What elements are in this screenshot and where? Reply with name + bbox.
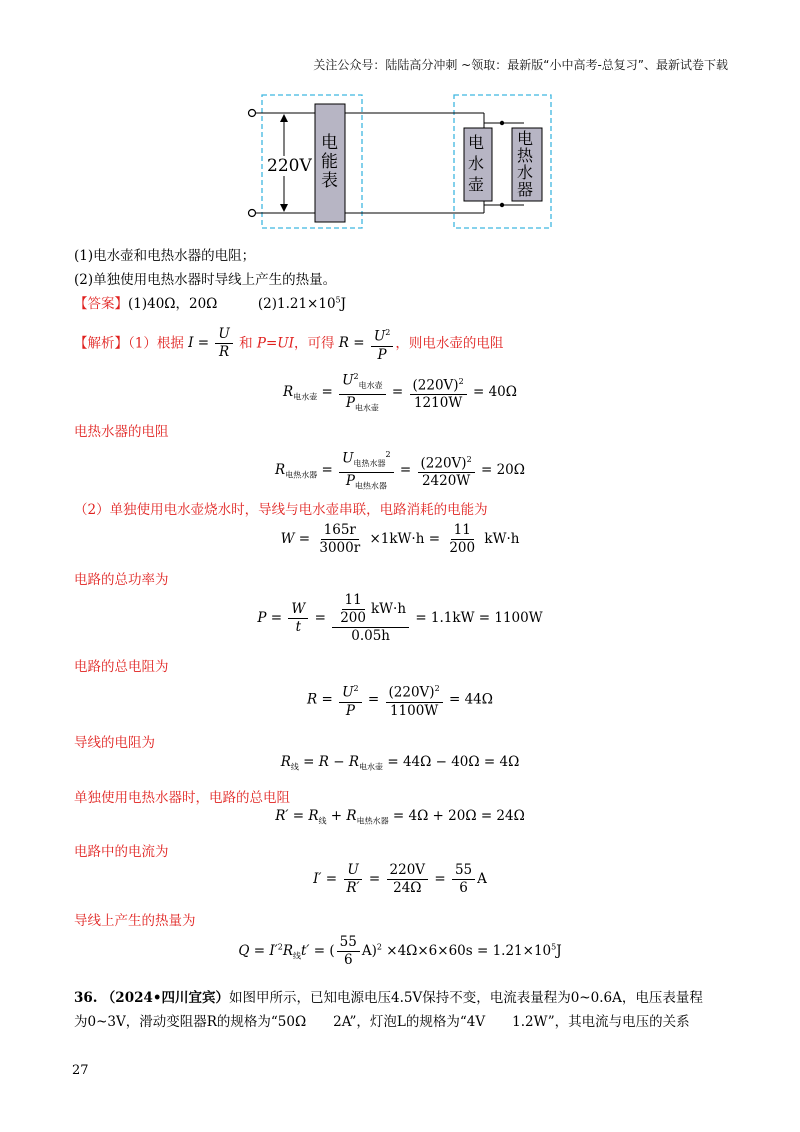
question-1: (1)电水壶和电热水器的电阻； [74,248,256,264]
meter-label: 电能表 [321,133,338,191]
question-2: (2)单独使用电热水器时导线上产生的热量。 [74,272,337,288]
question-36-line-2: 为0~3V，滑动变阻器R的规格为“50Ω 2A”，灯泡L的规格为“4V 1.2W”，其电流与电压的关系 [74,1014,690,1030]
voltage-label: 220V [267,156,312,176]
equation-kettle-resistance: $R_{电水壶}$ = $\frac{U^2_{电水壶}}{P_{电水壶}}$ = $\frac{(220V)^2}{1210W}$ = 40Ω [0,368,800,417]
equation-total-resistance-2: $R' = R_线 + R_{电热水器} = 4\Omega + 20\Omega = 24\Omega$ [275,808,525,826]
equation-heat: $Q = I'^2R_线t'$ = ( $\frac{55}{6}$ $A)^2 \times 4\Omega\times 6\times 60s = 1.21\times 10^5J$ [238,934,562,968]
analysis-intro: 【解析】（1）根据 I = $\frac{U}{R}$ 和 P=UI，可得 R = $\frac{U^2}{P}$ ，则电水壶的电阻 [74,324,503,364]
equation-current: I′ = $\frac{U}{R'}$ = $\frac{220V}{24\Omega}$ = $\frac{55}{6}$ A [313,862,487,896]
kettle-label: 电水壶 [468,133,485,194]
analysis-p9: 导线上产生的热量为 [74,913,196,929]
equation-wire-resistance: $R_线 = R - R_{电水壶} = 44\Omega - 40\Omega = 4\Omega$ [280,754,520,772]
analysis-p2: 电热水器的电阻 [74,424,169,440]
question-36-line-1: 36. （2024•四川宜宾）如图甲所示，已知电源电压4.5V保持不变，电流表量程为0~0.6A，电压表量程 [74,990,703,1006]
analysis-p6: 导线的电阻为 [74,735,155,751]
equation-heater-resistance: $R_{电热水器}$ = $\frac{U_{电热水器}^2}{P_{电热水器}}$ = $\frac{(220V)^2}{2420W}$ = 20Ω [0,446,800,495]
analysis-p5: 电路的总电阻为 [74,659,169,675]
page-header: 关注公众号：陆陆高分冲刺 ~领取：最新版“小中高考-总复习”、最新试卷下载 [313,58,728,72]
equation-total-resistance: R = $\frac{U^2}{P}$ = $\frac{(220V)^2}{1100W}$ = 44Ω [0,680,800,720]
answer-text: (1)40Ω，20Ω (2)1.21×10 [128,296,336,312]
equation-energy: W = $\frac{165r}{3000r}$ ×1kW·h = $\frac{11}{200}$ kW·h [280,522,520,556]
answer-tag: 【答案】 [74,296,128,312]
analysis-p3: （2）单独使用电水壶烧水时，导线与电水壶串联，电路消耗的电能为 [74,502,488,518]
answer-line: 【答案】(1)40Ω，20Ω $(2)1.21\times 10^5J$ [74,295,347,312]
page-number: 27 [72,1063,89,1078]
analysis-p7: 单独使用电热水器时，电路的总电阻 [74,790,290,806]
analysis-p8: 电路中的电流为 [74,844,169,860]
analysis-p4: 电路的总功率为 [74,572,169,588]
heater-label: 电热水器 [517,129,534,199]
equation-power: P = $\frac{W}{t}$ = $\frac{11}{200}$ kW·h 0.05h = 1.1kW = 1100W [257,592,543,644]
